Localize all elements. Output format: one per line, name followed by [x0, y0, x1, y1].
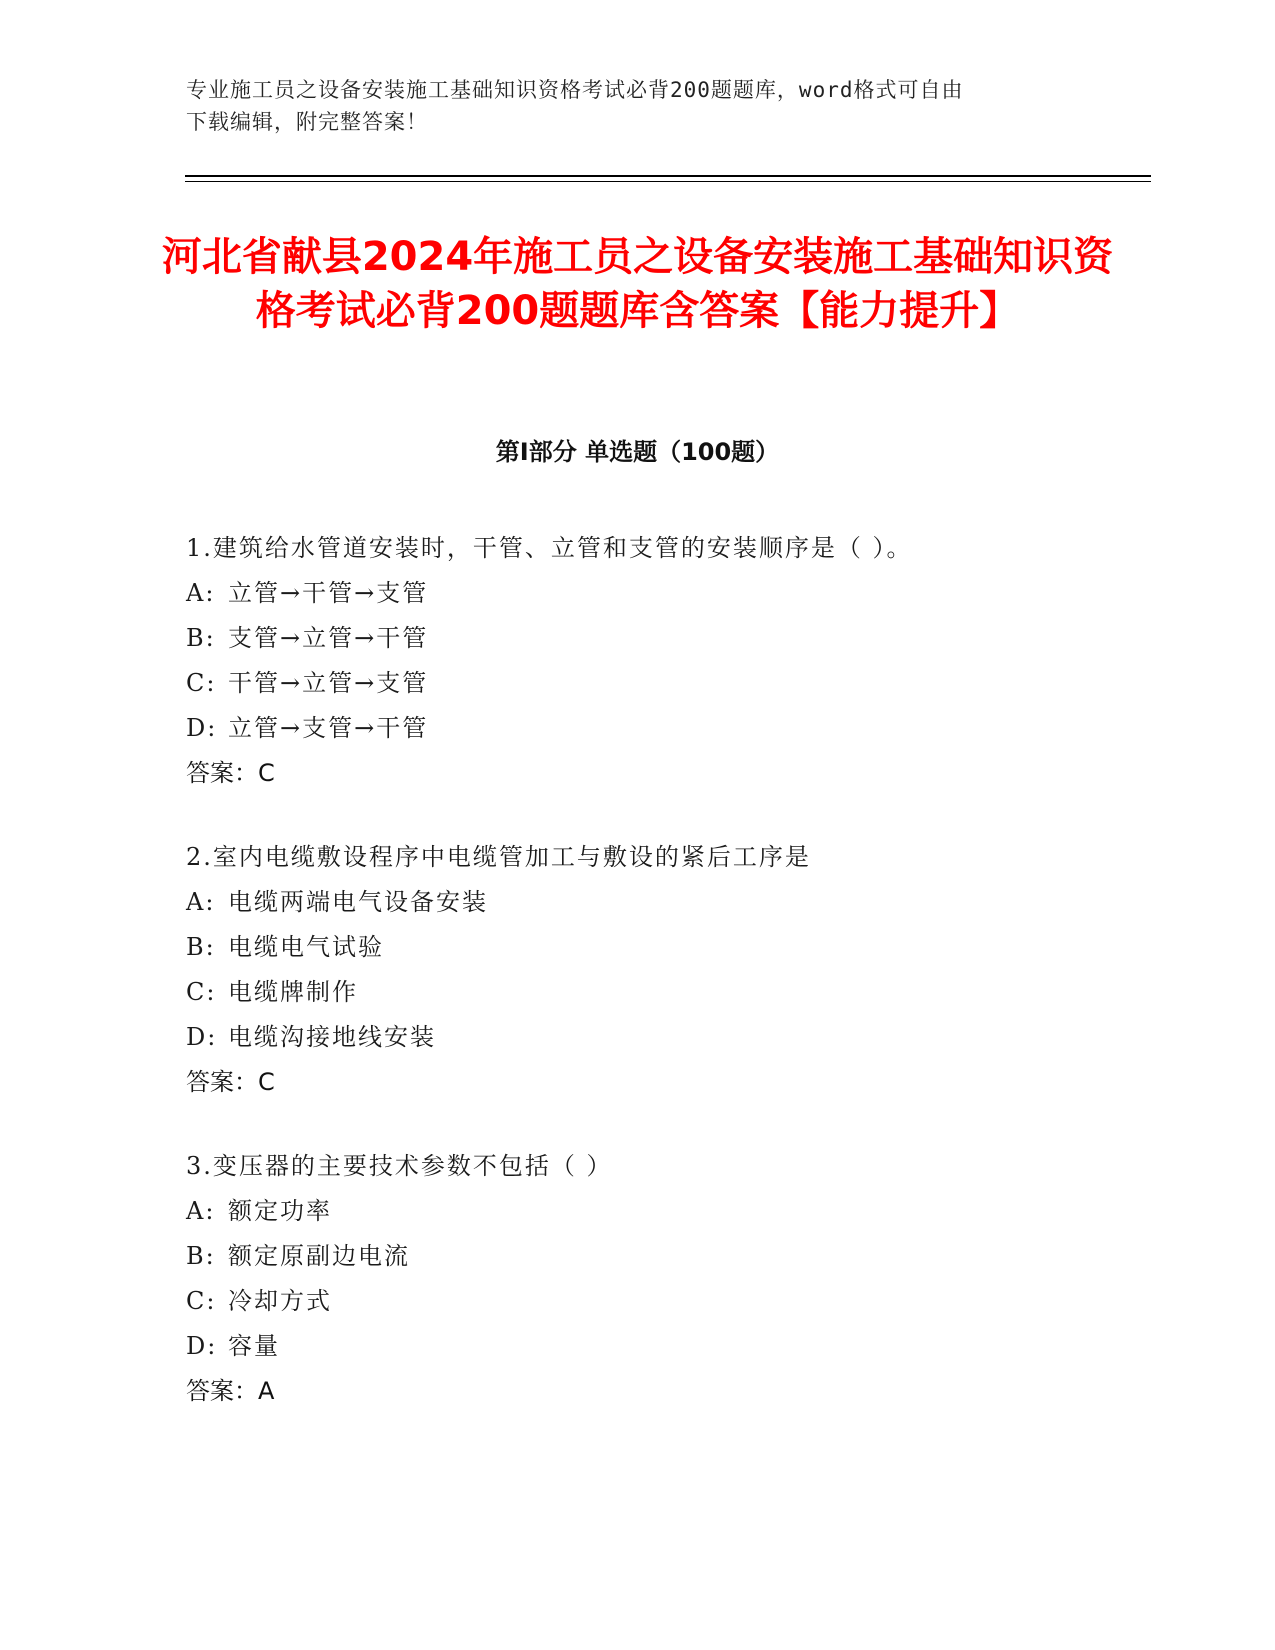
- option-d: [186, 1015, 1146, 1060]
- option-b: [186, 925, 1146, 970]
- option-d: [186, 706, 1146, 751]
- option-text: 电缆沟接地线安装: [228, 1023, 436, 1051]
- header-divider-thin: [185, 181, 1151, 182]
- option-text: 电缆电气试验: [228, 933, 384, 961]
- option-text: 额定原副边电流: [228, 1242, 410, 1270]
- answer-line: 答案：C: [186, 759, 275, 787]
- question-2: [186, 835, 1146, 1105]
- header-note-line-2: 下载编辑，附完整答案！: [186, 110, 428, 134]
- question-stem: 1.建筑给水管道安装时，干管、立管和支管的安装顺序是（ ）。: [186, 534, 913, 562]
- option-a: [186, 880, 1146, 925]
- option-a: [186, 1189, 1146, 1234]
- option-b: [186, 616, 1146, 661]
- option-text: 容量: [228, 1332, 280, 1360]
- option-letter: C:: [186, 1287, 217, 1315]
- option-text: 立管→支管→干管: [228, 714, 429, 742]
- option-text: 冷却方式: [228, 1287, 332, 1315]
- option-letter: A:: [186, 1197, 216, 1225]
- option-letter: A:: [186, 579, 216, 607]
- option-text: 电缆牌制作: [228, 978, 358, 1006]
- option-a: [186, 571, 1146, 616]
- option-letter: B:: [186, 933, 216, 961]
- option-letter: B:: [186, 1242, 216, 1270]
- document-title: 河北省献县2024年施工员之设备安装施工基础知识资格考试必背200题题库含答案【能力提升】: [161, 234, 1114, 334]
- option-b: [186, 1234, 1146, 1279]
- option-text: 支管→立管→干管: [228, 624, 429, 652]
- answer-line: 答案：A: [186, 1377, 275, 1405]
- question-list: [186, 526, 1146, 1453]
- answer-line: 答案：C: [186, 1068, 275, 1096]
- option-letter: B:: [186, 624, 216, 652]
- option-text: 额定功率: [228, 1197, 332, 1225]
- question-stem: 3.变压器的主要技术参数不包括（ ）: [186, 1152, 613, 1180]
- option-letter: C:: [186, 978, 217, 1006]
- section-title: 第Ⅰ部分 单选题（100题）: [495, 438, 780, 466]
- option-letter: D:: [186, 1332, 218, 1360]
- header-divider-thick: [185, 175, 1151, 177]
- question-3: [186, 1144, 1146, 1414]
- question-1: [186, 526, 1146, 796]
- option-text: 电缆两端电气设备安装: [228, 888, 488, 916]
- option-c: [186, 970, 1146, 1015]
- option-letter: D:: [186, 714, 218, 742]
- header-note-line-1: 专业施工员之设备安装施工基础知识资格考试必背200题题库，word格式可自由: [186, 78, 964, 102]
- option-letter: D:: [186, 1023, 218, 1051]
- option-text: 立管→干管→支管: [228, 579, 429, 607]
- option-letter: A:: [186, 888, 216, 916]
- question-stem: 2.室内电缆敷设程序中电缆管加工与敷设的紧后工序是: [186, 843, 811, 871]
- option-text: 干管→立管→支管: [228, 669, 429, 697]
- option-d: [186, 1324, 1146, 1369]
- header-note: [186, 74, 1066, 138]
- option-c: [186, 661, 1146, 706]
- option-c: [186, 1279, 1146, 1324]
- option-letter: C:: [186, 669, 217, 697]
